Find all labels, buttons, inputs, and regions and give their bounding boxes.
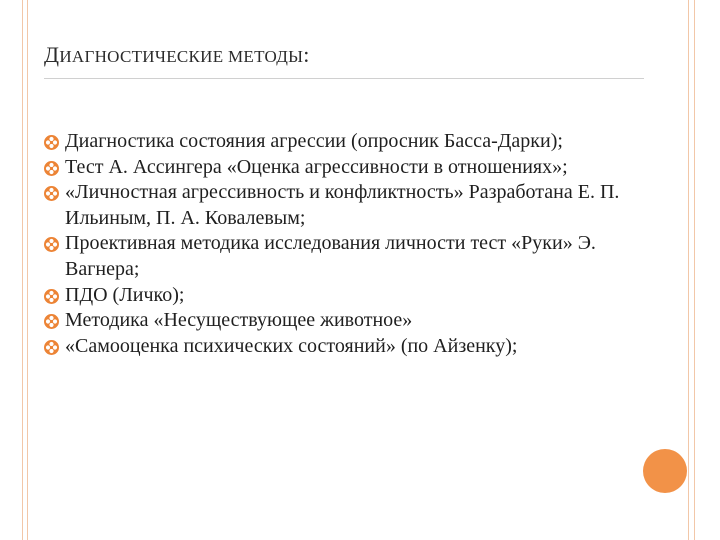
decorative-circle	[643, 449, 687, 493]
list-item-text: «Самооценка психических состояний» (по Айзенку);	[65, 334, 518, 357]
flower-bullet-icon	[44, 289, 59, 304]
flower-bullet-icon	[44, 340, 59, 355]
left-frame-line-inner	[27, 0, 28, 540]
title-colon: :	[303, 42, 310, 67]
list-item	[44, 231, 634, 282]
right-frame-line-inner	[688, 0, 689, 540]
flower-bullet-icon	[44, 186, 59, 201]
list-item-text: Методика «Несуществующее животное»	[65, 309, 413, 332]
list-item	[44, 283, 634, 309]
list-item-text: Проективная методика исследования личности тест «Руки» Э. Вагнера;	[65, 232, 596, 280]
list-item	[44, 129, 634, 155]
flower-bullet-icon	[44, 135, 59, 150]
list-item	[44, 180, 634, 231]
list-item	[44, 155, 634, 181]
slide-title	[44, 42, 310, 68]
methods-list	[44, 129, 634, 359]
flower-bullet-icon	[44, 161, 59, 176]
list-item-text: «Личностная агрессивность и конфликтность» Разработана Е. П. Ильиным, П. А. Ковалевым;	[65, 181, 620, 229]
flower-bullet-icon	[44, 314, 59, 329]
right-frame-line-outer	[694, 0, 695, 540]
title-rest: ИАГНОСТИЧЕСКИЕ МЕТОДЫ	[59, 47, 304, 66]
title-underline	[44, 78, 644, 79]
list-item-text: ПДО (Личко);	[65, 283, 185, 306]
list-item-text: Диагностика состояния агрессии (опросник Басса-Дарки);	[65, 130, 563, 152]
title-initial: Д	[44, 42, 60, 67]
left-frame-line-outer	[22, 0, 23, 540]
flower-bullet-icon	[44, 237, 59, 252]
list-item	[44, 334, 634, 360]
list-item-text: Тест А. Ассингера «Оценка агрессивности в отношениях»;	[65, 155, 568, 178]
list-item	[44, 308, 634, 334]
